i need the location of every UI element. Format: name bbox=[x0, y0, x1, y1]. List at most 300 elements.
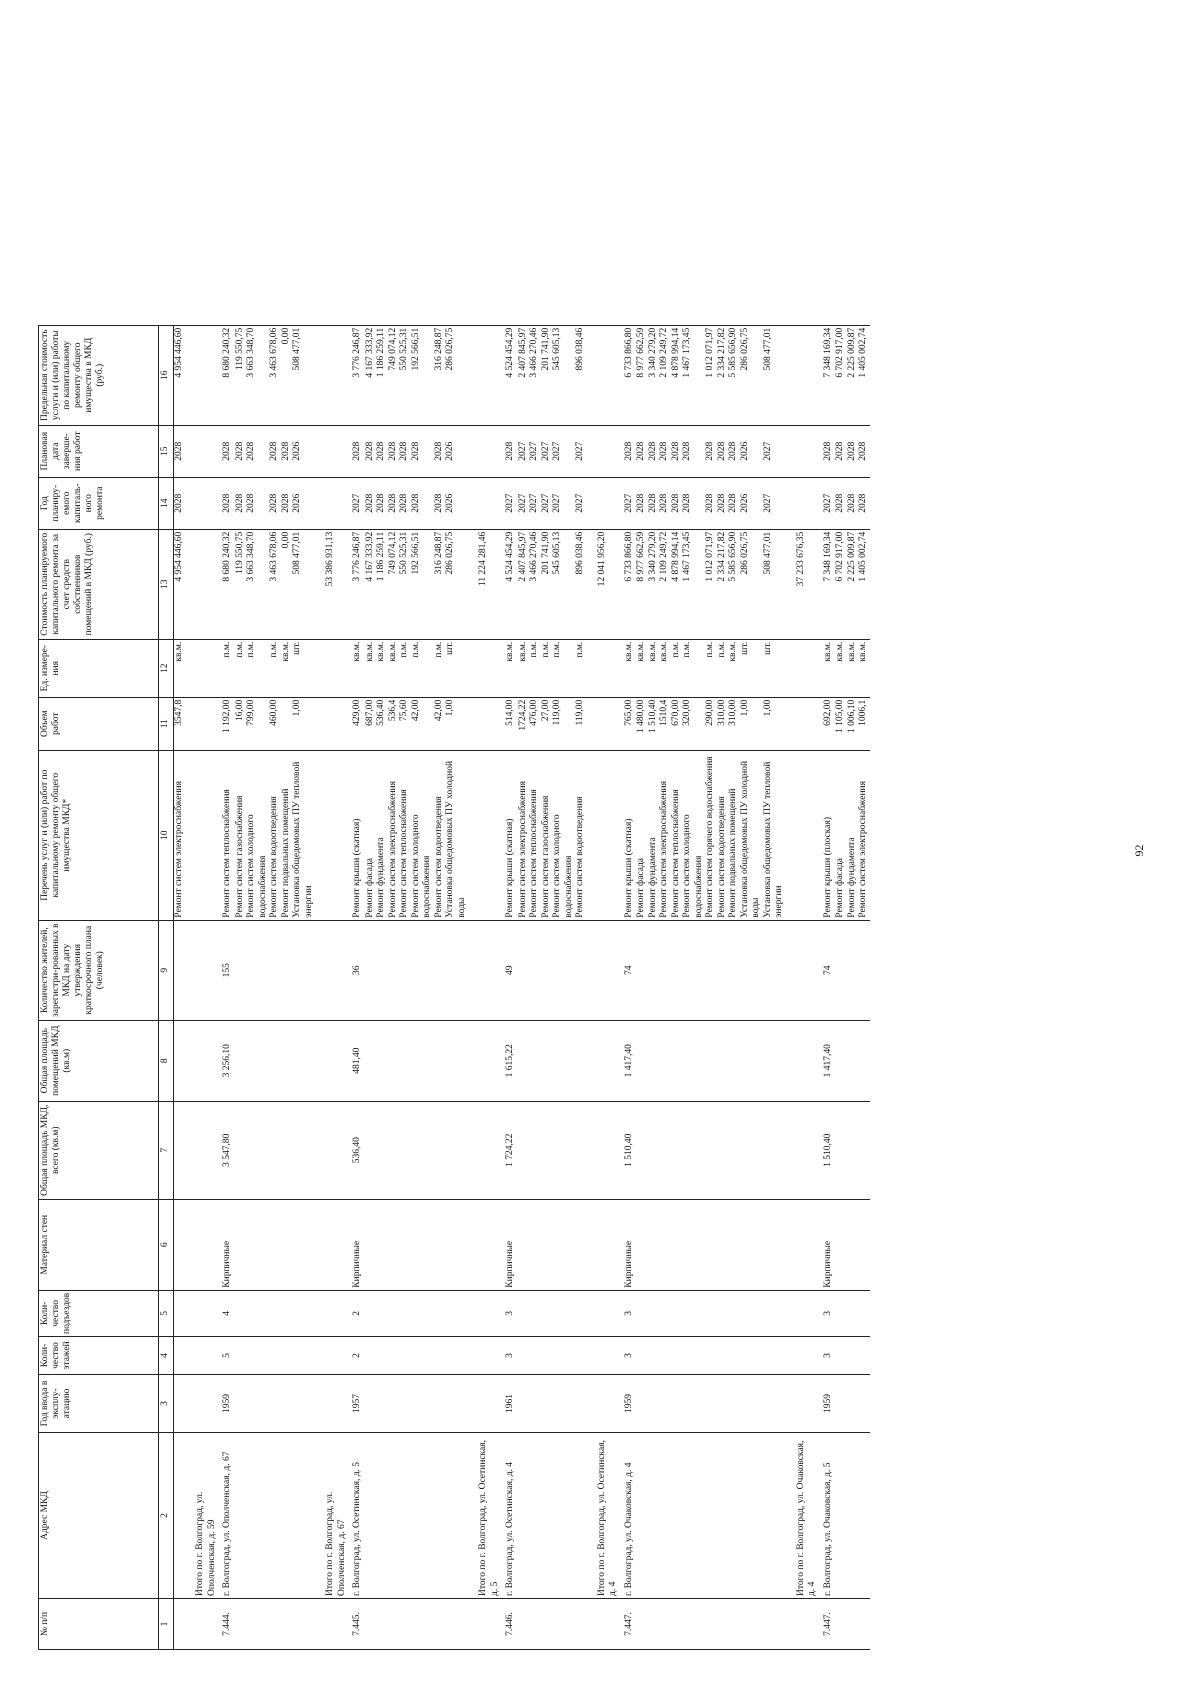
cell-premises-area bbox=[315, 1020, 349, 1101]
cell-floors: 3 bbox=[502, 1337, 518, 1375]
cell-entrances: 3 bbox=[621, 1290, 637, 1336]
cell-repair-year: 2027 bbox=[529, 477, 541, 529]
cell-volume: 765,00 bbox=[621, 697, 637, 750]
cell-residents: 74 bbox=[621, 920, 637, 1020]
cell-entrances bbox=[315, 1290, 349, 1336]
cell-cost bbox=[185, 529, 219, 639]
cell-total-area bbox=[185, 1101, 219, 1199]
cell-repair-year bbox=[786, 477, 820, 529]
cell-residents bbox=[185, 920, 219, 1020]
cell-limit-cost: 6 733 866,80 bbox=[621, 325, 637, 425]
cell-row-number bbox=[434, 1599, 446, 1650]
cell-residents bbox=[682, 920, 705, 1020]
cell-address bbox=[575, 1433, 587, 1599]
cell-wall-material bbox=[835, 1199, 847, 1290]
column-number: 13 bbox=[159, 529, 174, 639]
total-row bbox=[468, 325, 502, 1649]
cell-address bbox=[671, 1433, 683, 1599]
cell-entrances bbox=[411, 1290, 434, 1336]
header-entrances: Коли-чество подъездов bbox=[39, 1290, 159, 1336]
cell-residents bbox=[235, 920, 247, 1020]
cell-work-name: Ремонт фасада bbox=[835, 750, 847, 920]
table-row bbox=[529, 325, 541, 1649]
cell-year-built bbox=[763, 1375, 786, 1433]
cell-total-area bbox=[671, 1101, 683, 1199]
cell-limit-cost: 4 954 446,60 bbox=[173, 325, 185, 425]
column-number: 9 bbox=[159, 920, 174, 1020]
cell-unit: кв.м. bbox=[173, 639, 185, 697]
cell-premises-area bbox=[185, 1020, 219, 1101]
cell-limit-cost: 201 741,90 bbox=[541, 325, 553, 425]
cell-cost: 1 186 259,11 bbox=[376, 529, 388, 639]
cell-floors bbox=[659, 1337, 671, 1375]
cell-cost: 286 026,75 bbox=[445, 529, 468, 639]
cell-residents bbox=[281, 920, 293, 1020]
cell-residents bbox=[835, 920, 847, 1020]
cell-address bbox=[388, 1433, 400, 1599]
cell-total-area bbox=[705, 1101, 717, 1199]
cell-repair-year: 2028 bbox=[365, 477, 377, 529]
cell-year-built bbox=[835, 1375, 847, 1433]
cell-address bbox=[705, 1433, 717, 1599]
cell-end-year: 2028 bbox=[858, 425, 870, 477]
cell-total-area bbox=[399, 1101, 411, 1199]
table-header-row bbox=[39, 325, 159, 1649]
cell-year-built bbox=[541, 1375, 553, 1433]
cell-address bbox=[246, 1433, 269, 1599]
cell-unit: п.м. bbox=[682, 639, 705, 697]
cell-end-year: 2028 bbox=[502, 425, 518, 477]
cell-total-area: 536,40 bbox=[349, 1101, 365, 1199]
cell-address bbox=[235, 1433, 247, 1599]
cell-repair-year: 2027 bbox=[552, 477, 575, 529]
cell-row-number bbox=[575, 1599, 587, 1650]
cell-premises-area: 481,40 bbox=[349, 1020, 365, 1101]
cell-year-built bbox=[411, 1375, 434, 1433]
cell-entrances: 3 bbox=[820, 1290, 836, 1336]
table-row bbox=[763, 325, 786, 1649]
cell-volume: 310,00 bbox=[717, 697, 729, 750]
cell-unit: кв.м. bbox=[349, 639, 365, 697]
cell-floors bbox=[682, 1337, 705, 1375]
cell-wall-material bbox=[728, 1199, 740, 1290]
cell-residents bbox=[552, 920, 575, 1020]
cell-year-built bbox=[648, 1375, 660, 1433]
cell-cost: 1 405 002,74 bbox=[858, 529, 870, 639]
cell-total-area bbox=[575, 1101, 587, 1199]
cell-wall-material: Кирпичные bbox=[502, 1199, 518, 1290]
cell-entrances bbox=[269, 1290, 281, 1336]
cell-work-name: Ремонт систем теплоснабжения bbox=[219, 750, 235, 920]
cell-end-year: 2028 bbox=[671, 425, 683, 477]
cell-repair-year: 2028 bbox=[682, 477, 705, 529]
cell-wall-material bbox=[575, 1199, 587, 1290]
cell-year-built bbox=[575, 1375, 587, 1433]
cell-work-name: Ремонт систем газоснабжения bbox=[235, 750, 247, 920]
cell-address: г. Волгоград, ул. Очаковская, д. 5 bbox=[820, 1433, 836, 1599]
cell-repair-year: 2028 bbox=[173, 477, 185, 529]
cell-premises-area bbox=[682, 1020, 705, 1101]
cell-residents bbox=[847, 920, 859, 1020]
cell-work-name: Ремонт фасада bbox=[636, 750, 648, 920]
header-end-date: Плановая дата заверше-ния работ bbox=[39, 425, 159, 477]
cell-floors bbox=[575, 1337, 587, 1375]
cell-repair-year: 2028 bbox=[219, 477, 235, 529]
cell-limit-cost: 6 702 917,00 bbox=[835, 325, 847, 425]
cell-entrances bbox=[786, 1290, 820, 1336]
cell-address bbox=[518, 1433, 530, 1599]
total-row bbox=[786, 325, 820, 1649]
cell-total-area bbox=[376, 1101, 388, 1199]
cell-address bbox=[269, 1433, 281, 1599]
cell-total-area bbox=[648, 1101, 660, 1199]
table-row bbox=[173, 325, 185, 1649]
cell-premises-area bbox=[786, 1020, 820, 1101]
cell-repair-year: 2028 bbox=[376, 477, 388, 529]
cell-residents bbox=[399, 920, 411, 1020]
cell-entrances bbox=[173, 1290, 185, 1336]
cell-row-number bbox=[763, 1599, 786, 1650]
cell-cost: 4 167 333,92 bbox=[365, 529, 377, 639]
cell-work-name: Ремонт систем водоотведения bbox=[717, 750, 729, 920]
cell-volume: 692,00 bbox=[820, 697, 836, 750]
cell-address: г. Волгоград, ул. Осетинская, д. 5 bbox=[349, 1433, 365, 1599]
cell-volume bbox=[185, 697, 219, 750]
cell-row-number bbox=[468, 1599, 502, 1650]
cell-volume: 514,00 bbox=[502, 697, 518, 750]
cell-address bbox=[636, 1433, 648, 1599]
cell-limit-cost bbox=[587, 325, 621, 425]
cell-residents bbox=[376, 920, 388, 1020]
cell-unit bbox=[185, 639, 219, 697]
cell-year-built bbox=[740, 1375, 763, 1433]
cell-volume: 310,00 bbox=[728, 697, 740, 750]
cell-volume: 75,60 bbox=[399, 697, 411, 750]
capital-repair-table bbox=[38, 325, 870, 1650]
cell-premises-area: 1 417,40 bbox=[621, 1020, 637, 1101]
cell-residents bbox=[587, 920, 621, 1020]
cell-limit-cost: 3 776 246,87 bbox=[349, 325, 365, 425]
column-number: 14 bbox=[159, 477, 174, 529]
cell-limit-cost: 896 038,46 bbox=[575, 325, 587, 425]
cell-total-area bbox=[728, 1101, 740, 1199]
cell-work-name: Установка общедомовых ПУ тепловой энергии bbox=[292, 750, 315, 920]
cell-cost: 3 663 348,70 bbox=[246, 529, 269, 639]
cell-row-number bbox=[682, 1599, 705, 1650]
cell-entrances bbox=[740, 1290, 763, 1336]
cell-address bbox=[552, 1433, 575, 1599]
cell-residents: 155 bbox=[219, 920, 235, 1020]
cell-total-area: 1 510,40 bbox=[621, 1101, 637, 1199]
cell-repair-year: 2026 bbox=[292, 477, 315, 529]
column-number: 8 bbox=[159, 1020, 174, 1101]
cell-cost: 508 477,01 bbox=[292, 529, 315, 639]
cell-entrances bbox=[763, 1290, 786, 1336]
cell-unit bbox=[786, 639, 820, 697]
cell-premises-area bbox=[858, 1020, 870, 1101]
cell-cost: 5 585 656,90 bbox=[728, 529, 740, 639]
cell-entrances bbox=[552, 1290, 575, 1336]
cell-wall-material bbox=[858, 1199, 870, 1290]
cell-wall-material bbox=[636, 1199, 648, 1290]
cell-row-number bbox=[365, 1599, 377, 1650]
cell-volume: 1 105,00 bbox=[835, 697, 847, 750]
cell-wall-material bbox=[246, 1199, 269, 1290]
cell-volume: 42,00 bbox=[411, 697, 434, 750]
table-row bbox=[235, 325, 247, 1649]
cell-floors: 3 bbox=[621, 1337, 637, 1375]
cell-residents bbox=[173, 920, 185, 1020]
cell-premises-area bbox=[717, 1020, 729, 1101]
cell-total-area bbox=[636, 1101, 648, 1199]
cell-premises-area bbox=[529, 1020, 541, 1101]
cell-floors bbox=[648, 1337, 660, 1375]
cell-row-number: 7.447. bbox=[621, 1599, 637, 1650]
cell-residents bbox=[671, 920, 683, 1020]
cell-wall-material bbox=[541, 1199, 553, 1290]
header-floors: Коли-чество этажей bbox=[39, 1337, 159, 1375]
table-row bbox=[552, 325, 575, 1649]
cell-repair-year: 2028 bbox=[636, 477, 648, 529]
cell-premises-area: 3 256,10 bbox=[219, 1020, 235, 1101]
cell-year-built bbox=[365, 1375, 377, 1433]
cell-floors: 3 bbox=[820, 1337, 836, 1375]
cell-cost: 2 334 217,82 bbox=[717, 529, 729, 639]
cell-volume bbox=[786, 697, 820, 750]
cell-premises-area bbox=[587, 1020, 621, 1101]
cell-limit-cost: 3 663 348,70 bbox=[246, 325, 269, 425]
cell-cost: 4 524 454,29 bbox=[502, 529, 518, 639]
cell-volume bbox=[468, 697, 502, 750]
cell-total-area bbox=[173, 1101, 185, 1199]
cell-work-name: Ремонт систем теплоснабжения bbox=[671, 750, 683, 920]
cell-volume: 1,00 bbox=[763, 697, 786, 750]
cell-volume: 42,00 bbox=[434, 697, 446, 750]
cell-work-name: Ремонт систем электроснабжения bbox=[173, 750, 185, 920]
cell-wall-material bbox=[434, 1199, 446, 1290]
cell-volume: 27,00 bbox=[541, 697, 553, 750]
table-row bbox=[541, 325, 553, 1649]
cell-volume: 1,00 bbox=[445, 697, 468, 750]
cell-year-built bbox=[399, 1375, 411, 1433]
header-volume: Объем работ bbox=[39, 697, 159, 750]
cell-premises-area bbox=[246, 1020, 269, 1101]
cell-row-number bbox=[292, 1599, 315, 1650]
cell-total-area bbox=[740, 1101, 763, 1199]
cell-year-built bbox=[705, 1375, 717, 1433]
cell-total-area bbox=[541, 1101, 553, 1199]
cell-cost: 545 605,13 bbox=[552, 529, 575, 639]
cell-total-area bbox=[434, 1101, 446, 1199]
cell-floors: 5 bbox=[219, 1337, 235, 1375]
cell-work-name: Ремонт систем электроснабжения bbox=[659, 750, 671, 920]
cell-end-year: 2028 bbox=[820, 425, 836, 477]
cell-unit: п.м. bbox=[219, 639, 235, 697]
cell-entrances bbox=[858, 1290, 870, 1336]
cell-end-year: 2028 bbox=[349, 425, 365, 477]
cell-work-name bbox=[468, 750, 502, 920]
cell-repair-year: 2028 bbox=[847, 477, 859, 529]
cell-residents bbox=[786, 920, 820, 1020]
table-row bbox=[246, 325, 269, 1649]
cell-entrances bbox=[717, 1290, 729, 1336]
cell-limit-cost: 3 466 270,46 bbox=[529, 325, 541, 425]
cell-limit-cost: 4 167 333,92 bbox=[365, 325, 377, 425]
cell-work-name: Ремонт подвальных помещений bbox=[728, 750, 740, 920]
cell-residents bbox=[434, 920, 446, 1020]
cell-repair-year: 2028 bbox=[835, 477, 847, 529]
cell-premises-area bbox=[365, 1020, 377, 1101]
cell-work-name: Ремонт систем горячего водоснабжения bbox=[705, 750, 717, 920]
cell-cost: 3 776 246,87 bbox=[349, 529, 365, 639]
cell-floors bbox=[235, 1337, 247, 1375]
cell-cost: 12 041 956,20 bbox=[587, 529, 621, 639]
table-row bbox=[502, 325, 518, 1649]
cell-row-number bbox=[786, 1599, 820, 1650]
cell-end-year: 2028 bbox=[728, 425, 740, 477]
total-row bbox=[587, 325, 621, 1649]
table-row bbox=[349, 325, 365, 1649]
cell-volume: 1 480,00 bbox=[636, 697, 648, 750]
cell-floors bbox=[173, 1337, 185, 1375]
cell-unit: кв.м. bbox=[820, 639, 836, 697]
cell-entrances: 3 bbox=[502, 1290, 518, 1336]
cell-total-area bbox=[281, 1101, 293, 1199]
cell-row-number: 7.445. bbox=[349, 1599, 365, 1650]
cell-work-name: Ремонт систем теплоснабжения bbox=[399, 750, 411, 920]
cell-entrances bbox=[728, 1290, 740, 1336]
cell-floors bbox=[705, 1337, 717, 1375]
cell-entrances bbox=[246, 1290, 269, 1336]
cell-residents bbox=[648, 920, 660, 1020]
cell-row-number bbox=[541, 1599, 553, 1650]
cell-cost: 37 233 676,35 bbox=[786, 529, 820, 639]
cell-wall-material bbox=[315, 1199, 349, 1290]
cell-limit-cost bbox=[185, 325, 219, 425]
cell-wall-material: Кирпичные bbox=[820, 1199, 836, 1290]
cell-floors bbox=[185, 1337, 219, 1375]
column-number: 12 bbox=[159, 639, 174, 697]
table-row bbox=[411, 325, 434, 1649]
cell-volume: 1724,22 bbox=[518, 697, 530, 750]
cell-residents bbox=[659, 920, 671, 1020]
cell-limit-cost: 508 477,01 bbox=[292, 325, 315, 425]
cell-total-area bbox=[847, 1101, 859, 1199]
cell-end-year bbox=[185, 425, 219, 477]
cell-total-area bbox=[552, 1101, 575, 1199]
cell-limit-cost: 2 334 217,82 bbox=[717, 325, 729, 425]
cell-total-area bbox=[518, 1101, 530, 1199]
cell-volume: 670,00 bbox=[671, 697, 683, 750]
cell-limit-cost: 4 524 454,29 bbox=[502, 325, 518, 425]
cell-residents bbox=[858, 920, 870, 1020]
cell-wall-material bbox=[388, 1199, 400, 1290]
table-row bbox=[740, 325, 763, 1649]
cell-wall-material bbox=[185, 1199, 219, 1290]
cell-address bbox=[728, 1433, 740, 1599]
cell-entrances bbox=[529, 1290, 541, 1336]
cell-residents bbox=[388, 920, 400, 1020]
column-number: 3 bbox=[159, 1375, 174, 1433]
cell-floors bbox=[835, 1337, 847, 1375]
column-number: 15 bbox=[159, 425, 174, 477]
cell-year-built bbox=[552, 1375, 575, 1433]
cell-limit-cost: 286 026,75 bbox=[445, 325, 468, 425]
cell-address bbox=[763, 1433, 786, 1599]
table-row bbox=[820, 325, 836, 1649]
cell-total-area bbox=[682, 1101, 705, 1199]
cell-floors bbox=[728, 1337, 740, 1375]
cell-year-built: 1959 bbox=[621, 1375, 637, 1433]
cell-premises-area bbox=[740, 1020, 763, 1101]
cell-year-built bbox=[235, 1375, 247, 1433]
cell-limit-cost: 1 012 071,97 bbox=[705, 325, 717, 425]
cell-residents bbox=[246, 920, 269, 1020]
cell-cost: 119 550,75 bbox=[235, 529, 247, 639]
cell-total-area bbox=[587, 1101, 621, 1199]
cell-limit-cost: 550 525,31 bbox=[399, 325, 411, 425]
cell-entrances bbox=[575, 1290, 587, 1336]
cell-entrances bbox=[682, 1290, 705, 1336]
cell-address bbox=[740, 1433, 763, 1599]
cell-entrances bbox=[636, 1290, 648, 1336]
cell-wall-material bbox=[269, 1199, 281, 1290]
header-total-area: Общая площадь МКД, всего (кв.м) bbox=[39, 1101, 159, 1199]
cell-entrances bbox=[376, 1290, 388, 1336]
cell-work-name: Ремонт систем газоснабжения bbox=[541, 750, 553, 920]
cell-cost: 508 477,01 bbox=[763, 529, 786, 639]
cell-year-built bbox=[292, 1375, 315, 1433]
cell-limit-cost: 3 340 279,20 bbox=[648, 325, 660, 425]
cell-entrances bbox=[847, 1290, 859, 1336]
cell-wall-material bbox=[717, 1199, 729, 1290]
cell-address bbox=[376, 1433, 388, 1599]
cell-volume: 1006,1 bbox=[858, 697, 870, 750]
cell-wall-material bbox=[399, 1199, 411, 1290]
cell-year-built bbox=[717, 1375, 729, 1433]
cell-entrances bbox=[434, 1290, 446, 1336]
cell-repair-year: 2028 bbox=[388, 477, 400, 529]
cell-row-number bbox=[728, 1599, 740, 1650]
cell-row-number bbox=[376, 1599, 388, 1650]
cell-year-built bbox=[786, 1375, 820, 1433]
table-row bbox=[575, 325, 587, 1649]
cell-row-number bbox=[858, 1599, 870, 1650]
cell-wall-material bbox=[648, 1199, 660, 1290]
cell-floors bbox=[411, 1337, 434, 1375]
cell-unit: п.м. bbox=[434, 639, 446, 697]
cell-premises-area bbox=[235, 1020, 247, 1101]
cell-entrances bbox=[235, 1290, 247, 1336]
cell-unit: шт. bbox=[740, 639, 763, 697]
rotated-page bbox=[38, 37, 1188, 1664]
table-row bbox=[621, 325, 637, 1649]
column-number-row bbox=[159, 325, 174, 1649]
cell-row-number bbox=[659, 1599, 671, 1650]
cell-residents bbox=[763, 920, 786, 1020]
cell-year-built bbox=[388, 1375, 400, 1433]
cell-year-built bbox=[636, 1375, 648, 1433]
cell-entrances bbox=[705, 1290, 717, 1336]
cell-repair-year: 2028 bbox=[858, 477, 870, 529]
cell-floors bbox=[281, 1337, 293, 1375]
cell-address bbox=[365, 1433, 377, 1599]
cell-unit: шт. bbox=[763, 639, 786, 697]
cell-end-year: 2028 bbox=[682, 425, 705, 477]
cell-total-area bbox=[235, 1101, 247, 1199]
cell-limit-cost: 3 463 678,06 bbox=[269, 325, 281, 425]
cell-wall-material bbox=[468, 1199, 502, 1290]
